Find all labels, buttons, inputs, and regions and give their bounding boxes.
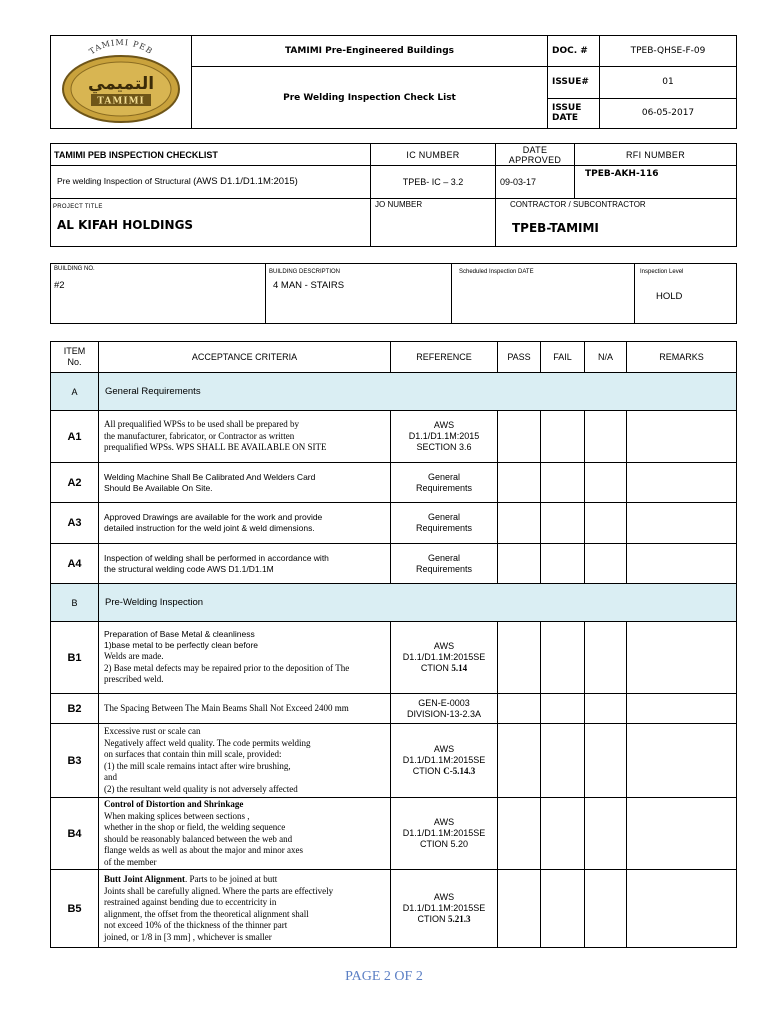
section-row-a: [51, 373, 737, 411]
criteria-b5: [99, 870, 391, 948]
pass-b1[interactable]: [498, 622, 541, 694]
reference-section: 5.14: [451, 663, 468, 673]
tamimi-logo-icon: [57, 39, 185, 125]
page-number: PAGE 2 OF 2: [345, 969, 423, 984]
rfi-number-value: TPEB-AKH-116: [575, 166, 737, 198]
pass-b3[interactable]: [498, 724, 541, 798]
criteria-a4: [99, 544, 391, 584]
table-row: [51, 798, 737, 870]
remarks-b2[interactable]: [627, 694, 737, 724]
contractor-label: CONTRACTOR / SUBCONTRACTOR: [510, 199, 646, 209]
criteria-heading: Butt Joint Alignment: [104, 874, 186, 884]
criteria-line: When making splices between sections ,: [104, 810, 250, 821]
fail-a3[interactable]: [541, 503, 585, 544]
reference-word: CTION: [412, 766, 441, 776]
criteria-line: restrained against bending due to eccentricity in: [104, 897, 277, 907]
remarks-a3[interactable]: [627, 503, 737, 544]
item-a4: A4: [51, 544, 99, 584]
criteria-line: prescribed weld.: [104, 674, 164, 685]
na-a3[interactable]: [585, 503, 627, 544]
remarks-a2[interactable]: [627, 463, 737, 503]
criteria-line: All prequalified WPSs to be used shall be prepared by: [104, 419, 300, 430]
logo-arc-text: TAMIMI PEB: [87, 39, 155, 57]
jo-number-label: JO NUMBER: [375, 199, 423, 209]
inspection-level-value: HOLD: [656, 291, 683, 302]
criteria-a1: [99, 411, 391, 463]
project-title-cell: [51, 198, 371, 246]
criteria-line: alignment, the offset from the theoretical alignment shall: [104, 908, 309, 919]
item-a2: A2: [51, 463, 99, 503]
na-a2[interactable]: [585, 463, 627, 503]
reference-section: C-5.14.3: [443, 766, 476, 776]
na-b1[interactable]: [585, 622, 627, 694]
reference-word: CTION: [420, 663, 449, 673]
criteria-line: the manufacturer, fabricator, or Contractor as written: [104, 430, 295, 441]
criteria-line: Excessive rust or scale can: [104, 726, 201, 736]
reference-line: Requirements: [415, 523, 473, 533]
criteria-line: whether in the shop or field, the welding sequence: [104, 822, 286, 832]
issue-date-value: 06-05-2017: [600, 98, 737, 128]
reference-line: [391, 914, 497, 925]
reference-line: Requirements: [415, 482, 473, 493]
inspection-level-label: Inspection Level: [640, 269, 684, 275]
reference-line: General: [427, 512, 461, 522]
na-a4[interactable]: [585, 544, 627, 584]
criteria-line: Welding Machine Shall Be Calibrated And Welders Card: [104, 471, 316, 482]
reference-line: GEN-E-0003: [418, 697, 470, 708]
company-name: TAMIMI Pre-Engineered Buildings: [192, 36, 548, 67]
pass-a1[interactable]: [498, 411, 541, 463]
table-header-row: [51, 342, 737, 373]
header-item-line2: No.: [67, 357, 82, 367]
doc-number-value: TPEB-QHSE-F-09: [600, 36, 737, 67]
fail-b3[interactable]: [541, 724, 585, 798]
section-b-title: Pre-Welding Inspection: [99, 584, 737, 622]
reference-b4: [391, 798, 498, 870]
reference-line: D1.1/D1.1M:2015SE: [402, 828, 486, 838]
remarks-b3[interactable]: [627, 724, 737, 798]
criteria-line: Welds are made.: [104, 651, 164, 662]
reference-line: AWS: [433, 420, 455, 430]
reference-line: D1.1/D1.1M:2015SE: [402, 652, 486, 662]
item-b5: B5: [51, 870, 99, 948]
criteria-line: Preparation of Base Metal & cleanliness: [104, 629, 255, 640]
building-description-cell: [266, 264, 452, 324]
criteria-a2: [99, 463, 391, 503]
criteria-heading-rest: . Parts to be joined at butt: [185, 874, 278, 884]
scheduled-inspection-label: Scheduled Inspection DATE: [459, 269, 534, 275]
checklist-subtitle: [51, 166, 371, 198]
reference-line: CTION 5.20: [419, 839, 468, 849]
criteria-line: detailed instruction for the weld joint & weld dimensions.: [104, 523, 315, 533]
reference-line: [391, 766, 497, 777]
criteria-line: The Spacing Between The Main Beams Shall Not Exceed 2400 mm: [104, 702, 349, 713]
header-remarks: REMARKS: [627, 342, 737, 373]
reference-line: AWS: [433, 641, 455, 651]
na-b2[interactable]: [585, 694, 627, 724]
pass-a3[interactable]: [498, 503, 541, 544]
checklist-subtitle-text: Pre welding Inspection of Structural: [57, 176, 191, 187]
criteria-line: and: [104, 772, 117, 782]
criteria-line: joined, or 1/8 in [3 mm] , whichever is smaller: [104, 931, 272, 942]
pass-a2[interactable]: [498, 463, 541, 503]
scheduled-inspection-cell: [452, 264, 635, 324]
section-row-b: [51, 584, 737, 622]
issue-date-label: ISSUE DATE: [548, 98, 600, 128]
remarks-b1[interactable]: [627, 622, 737, 694]
criteria-line: Inspection of welding shall be performed in accordance with: [104, 552, 329, 563]
checklist-title: TAMIMI PEB INSPECTION CHECKLIST: [51, 144, 371, 166]
section-a-item: A: [51, 373, 99, 411]
reference-line: General: [427, 552, 461, 563]
na-a1[interactable]: [585, 411, 627, 463]
table-row: [51, 870, 737, 948]
logo-arabic-text: التميمي: [87, 74, 155, 94]
header-item-no: [51, 342, 99, 373]
na-b4[interactable]: [585, 798, 627, 870]
project-title-label: PROJECT TITLE: [53, 203, 103, 210]
reference-line: SECTION 3.6: [416, 442, 472, 452]
section-b-item: B: [51, 584, 99, 622]
criteria-line: (1) the mill scale remains intact after wire brushing,: [104, 760, 291, 771]
item-b1: B1: [51, 622, 99, 694]
issue-label: ISSUE#: [548, 67, 600, 98]
ic-number-label: IC NUMBER: [371, 144, 496, 166]
building-description-label: BUILDING DESCRIPTION: [269, 269, 341, 275]
criteria-b4: [99, 798, 391, 870]
table-row: [51, 622, 737, 694]
company-logo-cell: [51, 36, 192, 129]
fail-a2[interactable]: [541, 463, 585, 503]
building-no-cell: [51, 264, 266, 324]
remarks-a1[interactable]: [627, 411, 737, 463]
header-acceptance-criteria: ACCEPTANCE CRITERIA: [99, 342, 391, 373]
date-approved-label: DATE APPROVED: [496, 144, 575, 166]
reference-line: General: [427, 471, 461, 482]
criteria-line: Negatively affect weld quality. The code permits welding: [104, 737, 311, 748]
date-approved-value: 09-03-17: [496, 166, 575, 198]
header-item-line1: ITEM: [63, 346, 86, 356]
table-row: [51, 411, 737, 463]
reference-line: DIVISION-13-2.3A: [406, 708, 482, 719]
criteria-a3: [99, 503, 391, 544]
reference-line: AWS: [433, 744, 455, 754]
table-row: [51, 503, 737, 544]
header-fail: FAIL: [541, 342, 585, 373]
reference-line: D1.1/D1.1M:2015SE: [402, 755, 486, 765]
inspection-level-cell: [635, 264, 737, 324]
doc-number-label: DOC. #: [548, 36, 600, 67]
pass-b5[interactable]: [498, 870, 541, 948]
criteria-heading: Control of Distortion and Shrinkage: [104, 799, 244, 809]
reference-b1: [391, 622, 498, 694]
reference-a2: [391, 463, 498, 503]
table-row: [51, 724, 737, 798]
fail-b2[interactable]: [541, 694, 585, 724]
reference-line: AWS: [433, 817, 455, 827]
fail-b5[interactable]: [541, 870, 585, 948]
table-row: [51, 463, 737, 503]
contractor-value: TPEB-TAMIMI: [512, 220, 599, 235]
reference-a1: [391, 411, 498, 463]
criteria-line: (2) the resultant weld quality is not adversely affected: [104, 783, 298, 794]
criteria-line: flange welds as well as about the major and minor axes: [104, 845, 303, 855]
reference-b5: [391, 870, 498, 948]
item-b4: B4: [51, 798, 99, 870]
logo-band-text: TAMIMI: [97, 96, 145, 107]
fail-b4[interactable]: [541, 798, 585, 870]
criteria-line: not exceed 10% of the thickness of the thinner part: [104, 920, 288, 930]
ic-number-value: TPEB- IC – 3.2: [371, 166, 496, 198]
document-header: [50, 35, 737, 129]
remarks-b4[interactable]: [627, 798, 737, 870]
item-a1: A1: [51, 411, 99, 463]
criteria-line: Approved Drawings are available for the work and provide: [104, 512, 323, 522]
criteria-line: the structural welding code AWS D1.1/D1.1M: [104, 563, 274, 574]
reference-line: [391, 663, 497, 674]
criteria-b1: [99, 622, 391, 694]
header-reference: REFERENCE: [391, 342, 498, 373]
remarks-a4[interactable]: [627, 544, 737, 584]
remarks-b5[interactable]: [627, 870, 737, 948]
table-row: [51, 694, 737, 724]
jo-number-cell: [371, 198, 496, 246]
pass-b4[interactable]: [498, 798, 541, 870]
pass-a4[interactable]: [498, 544, 541, 584]
na-b5[interactable]: [585, 870, 627, 948]
svg-text:TAMIMI PEB: [87, 39, 154, 56]
building-no-value: #2: [54, 280, 65, 291]
na-b3[interactable]: [585, 724, 627, 798]
reference-line: D1.1/D1.1M:2015: [408, 431, 480, 441]
checklist-subtitle-code: (AWS D1.1/D1.1M:2015): [193, 176, 298, 188]
pass-b2[interactable]: [498, 694, 541, 724]
header-na: N/A: [585, 342, 627, 373]
table-row: [51, 544, 737, 584]
reference-line: Requirements: [415, 563, 473, 574]
reference-a4: [391, 544, 498, 584]
criteria-line: on surfaces that contain thin mill scale, provided:: [104, 749, 282, 759]
reference-b2: [391, 694, 498, 724]
reference-section: 5.21.3: [448, 914, 471, 924]
criteria-line: [104, 874, 385, 886]
item-b2: B2: [51, 694, 99, 724]
criteria-line: 1)base metal to be perfectly clean before: [104, 640, 259, 651]
inspection-checklist-block: [50, 143, 737, 247]
issue-value: 01: [600, 67, 737, 98]
criteria-line: should be reasonably balanced between the web and: [104, 833, 293, 844]
criteria-b2: [99, 694, 391, 724]
project-title-value: AL KIFAH HOLDINGS: [57, 217, 194, 232]
contractor-cell: [496, 198, 737, 246]
criteria-line: 2) Base metal defects may be repaired prior to the deposition of The: [104, 662, 350, 673]
reference-line: D1.1/D1.1M:2015SE: [402, 903, 486, 913]
item-a3: A3: [51, 503, 99, 544]
reference-word: CTION: [417, 914, 446, 924]
section-a-title: General Requirements: [99, 373, 737, 411]
rfi-number-label: RFI NUMBER: [575, 144, 737, 166]
reference-line: AWS: [433, 892, 455, 902]
fail-b1[interactable]: [541, 622, 585, 694]
document-title: Pre Welding Inspection Check List: [192, 67, 548, 129]
header-pass: PASS: [498, 342, 541, 373]
reference-b3: [391, 724, 498, 798]
criteria-line: of the member: [104, 856, 157, 867]
fail-a1[interactable]: [541, 411, 585, 463]
reference-a3: [391, 503, 498, 544]
criteria-line: Should Be Available On Site.: [104, 482, 213, 493]
acceptance-criteria-table: [50, 341, 737, 948]
criteria-line: prequalified WPSs. WPS SHALL BE AVAILABLE ON SITE: [104, 442, 327, 453]
building-description-value: 4 MAN - STAIRS: [273, 280, 345, 291]
item-b3: B3: [51, 724, 99, 798]
fail-a4[interactable]: [541, 544, 585, 584]
building-info-block: [50, 263, 737, 324]
building-no-label: BUILDING NO.: [54, 266, 95, 272]
criteria-line: Joints shall be carefully aligned. Where the parts are effectively: [104, 885, 334, 896]
criteria-b3: [99, 724, 391, 798]
